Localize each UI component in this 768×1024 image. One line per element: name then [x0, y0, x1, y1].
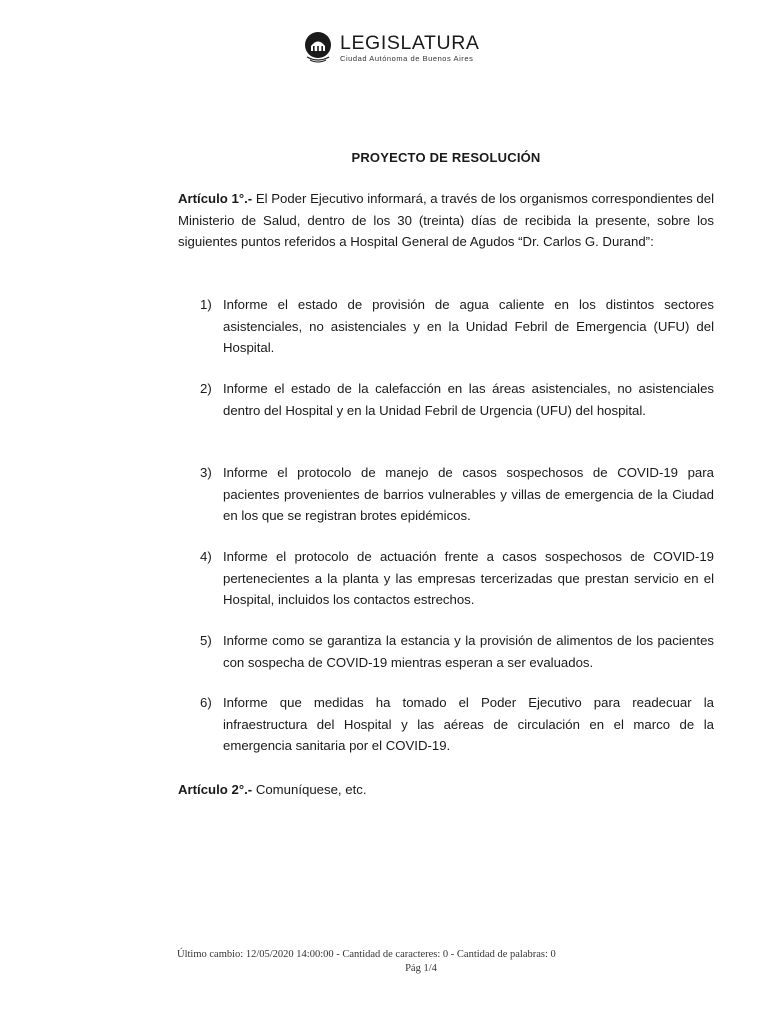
page-number: Pág 1/4 — [405, 963, 437, 974]
list-item-number: 2) — [200, 381, 212, 396]
document-title: PROYECTO DE RESOLUCIÓN — [351, 150, 541, 165]
legislature-building-icon — [303, 32, 333, 64]
list-item-number: 1) — [200, 297, 212, 312]
footer-meta: Último cambio: 12/05/2020 14:00:00 - Cantidad de caracteres: 0 - Cantidad de palabras: 0 — [177, 949, 556, 960]
list-item-number: 5) — [200, 633, 212, 648]
article-1 — [178, 188, 714, 253]
list-item — [200, 546, 714, 611]
legislatura-logo — [303, 32, 480, 64]
logo-subtitle: Ciudad Autónoma de Buenos Aires — [340, 54, 474, 63]
list-item-text: Informe el estado de provisión de agua caliente en los distintos sectores asistenciales, no asistenciales y en la Unidad Febril de Emergencia (UFU) del Hospital. — [223, 297, 714, 355]
list-item-text: Informe que medidas ha tomado el Poder Ejecutivo para readecuar la infraestructura del Hospital y las aéreas de circulación en el marco de la emergencia sanitaria por el COVID-19. — [223, 695, 714, 753]
article-1-label: Artículo 1°.- — [178, 191, 253, 206]
list-item-number: 6) — [200, 695, 212, 710]
list-item-number: 3) — [200, 465, 212, 480]
list-item-text: Informe el protocolo de actuación frente a casos sospechosos de COVID-19 pertenecientes a la planta y las empresas tercerizadas que prestan servicio en el Hospital, incluidos los contactos estrechos. — [223, 549, 714, 607]
article-2 — [178, 779, 714, 801]
article-2-label: Artículo 2°.- — [178, 782, 253, 797]
list-item — [200, 294, 714, 359]
list-item — [200, 630, 714, 673]
article-2-text: Comuníquese, etc. — [252, 782, 367, 797]
list-item-number: 4) — [200, 549, 212, 564]
list-item-text: Informe el estado de la calefacción en las áreas asistenciales, no asistenciales dentro del Hospital y en la Unidad Febril de Urgencia (UFU) del hospital. — [223, 381, 714, 418]
list-item — [200, 692, 714, 757]
list-item — [200, 462, 714, 527]
list-item-text: Informe el protocolo de manejo de casos sospechosos de COVID-19 para pacientes provenientes de barrios vulnerables y villas de emergencia de la Ciudad en los que se registran brotes epidémicos. — [223, 465, 714, 523]
article-1-text: El Poder Ejecutivo informará, a través de los organismos correspondientes del Ministerio de Salud, dentro de los 30 (treinta) días de recibida la presente, sobre los siguientes puntos referidos a Hospital General de Agudos “Dr. Carlos G. Durand”: — [178, 191, 714, 249]
list-item — [200, 378, 714, 421]
logo-title: LEGISLATURA — [340, 32, 480, 54]
list-item-text: Informe como se garantiza la estancia y la provisión de alimentos de los pacientes con sospecha de COVID-19 mientras esperan a ser evaluados. — [223, 633, 714, 670]
